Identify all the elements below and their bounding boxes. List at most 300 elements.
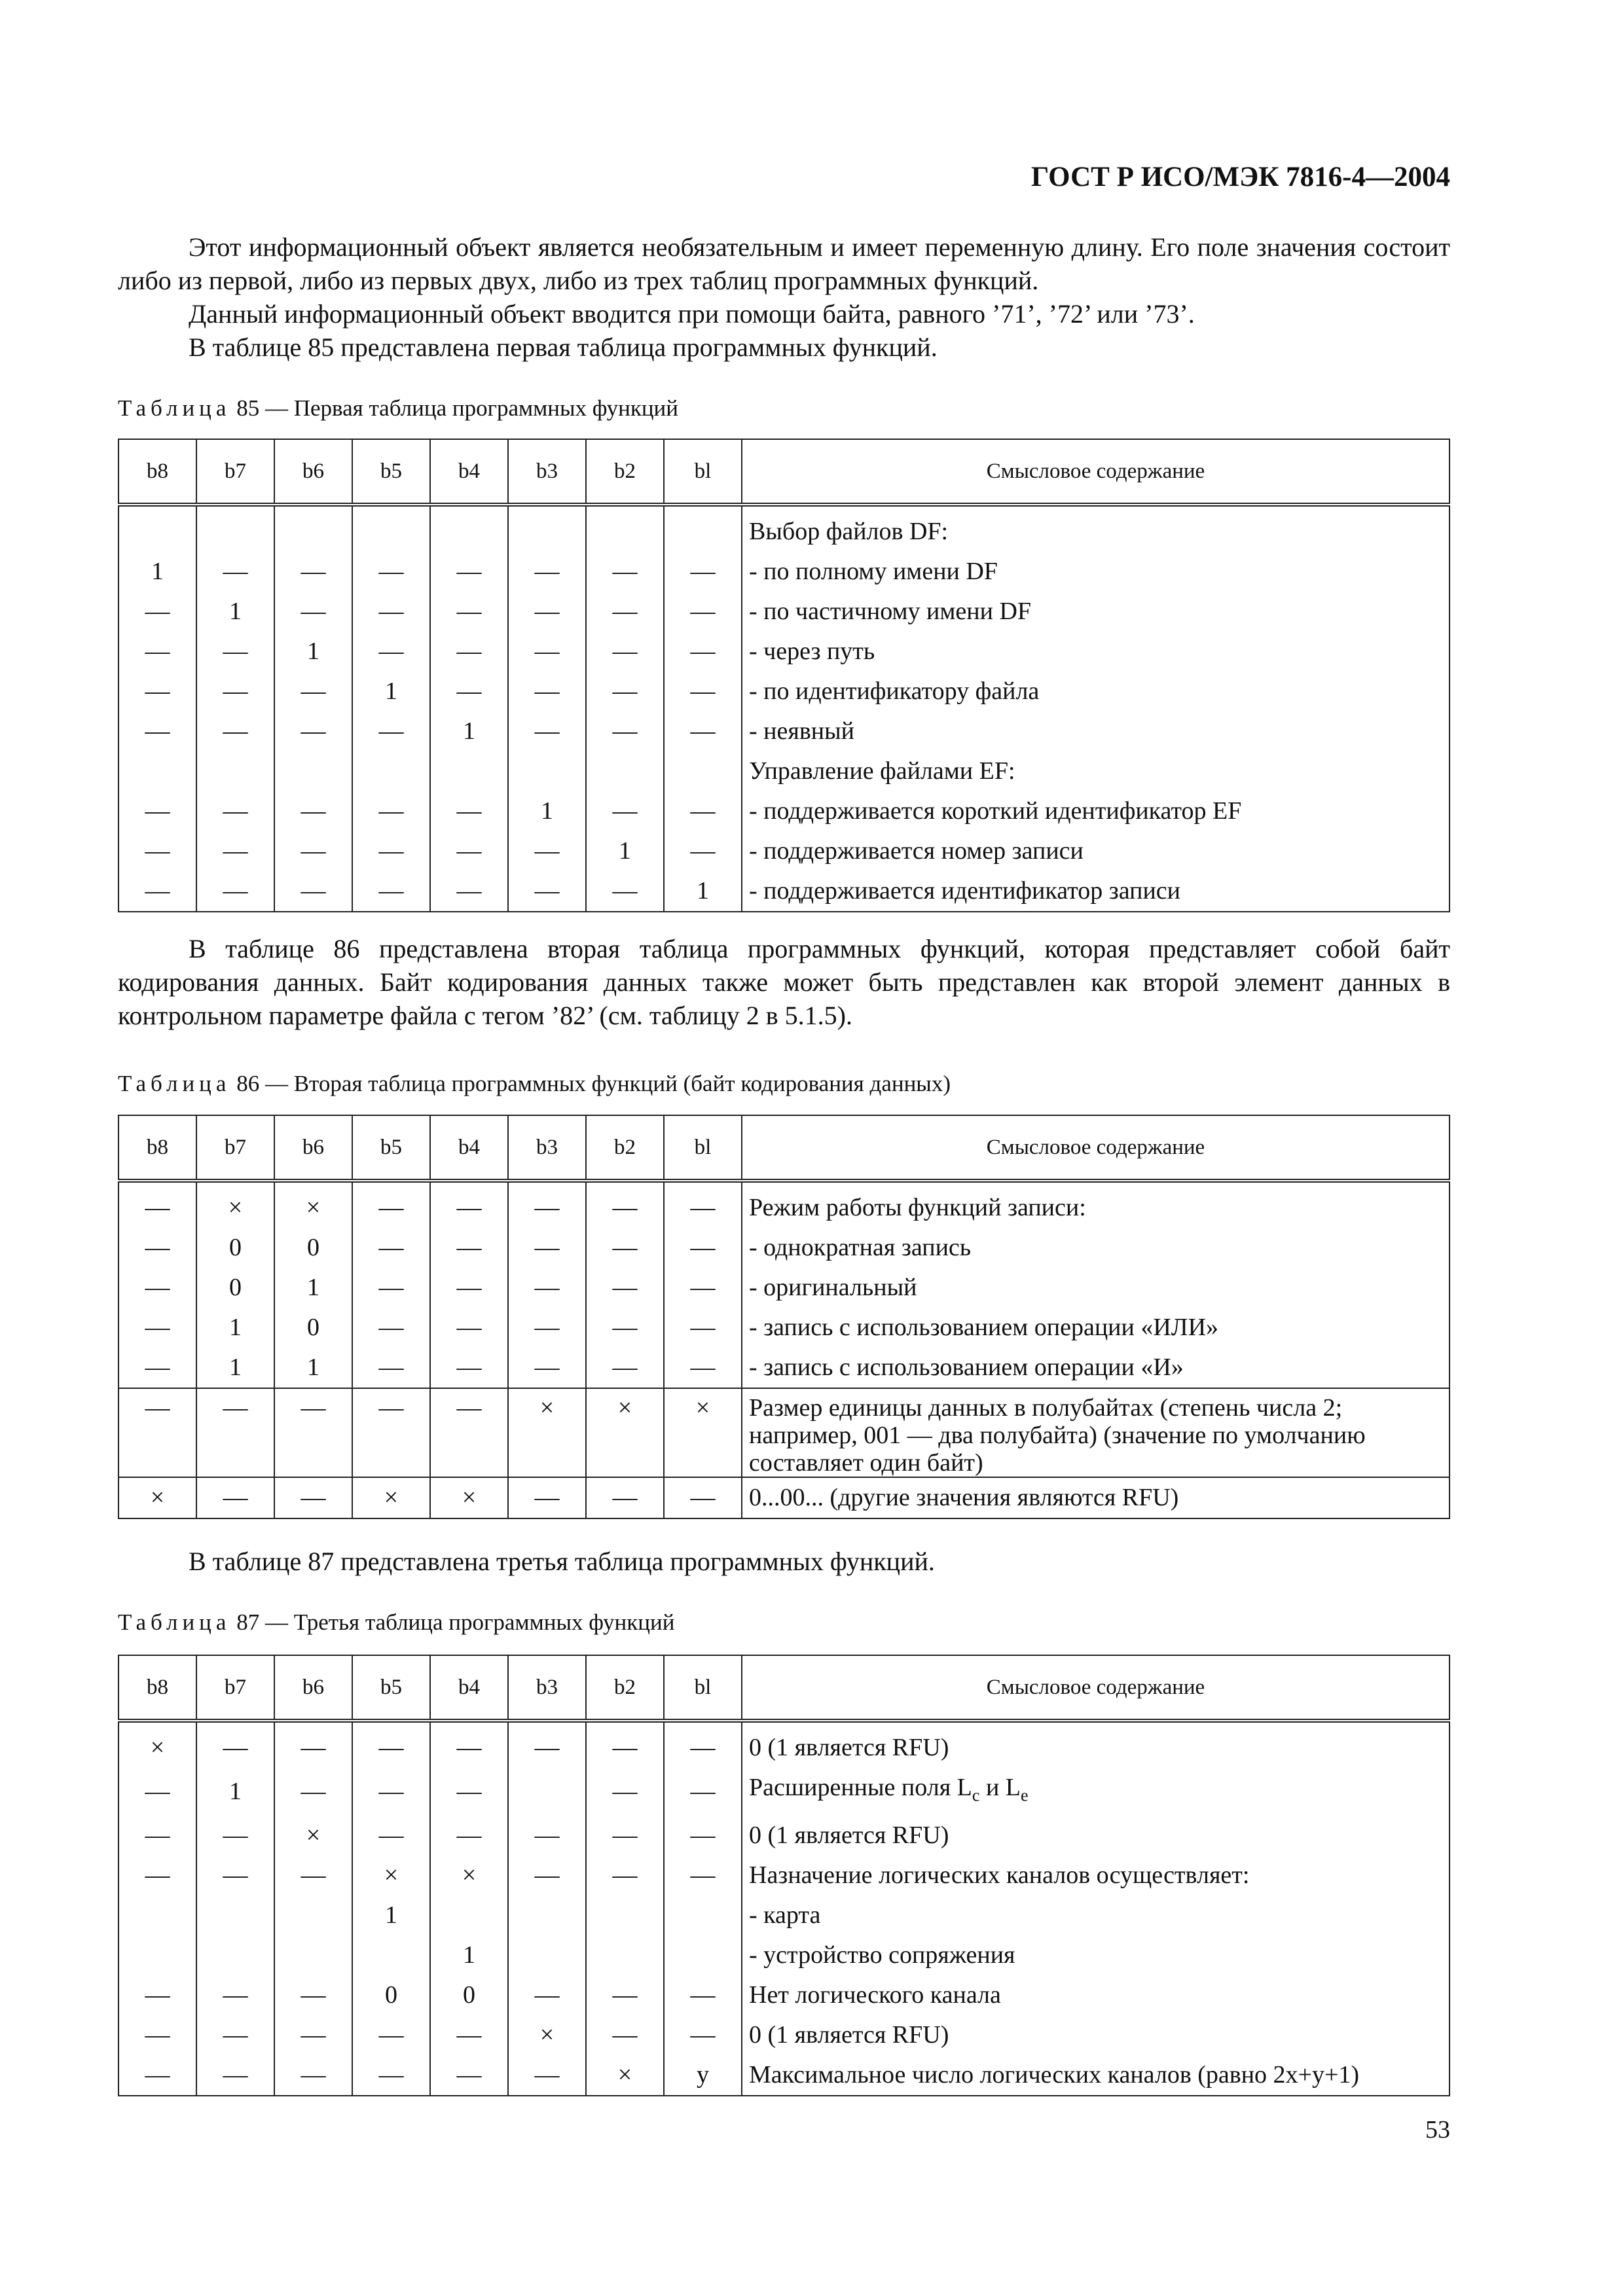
bit-cell: — (430, 2055, 508, 2096)
bit-cell: — (508, 831, 586, 871)
meaning-cell: - через путь (742, 632, 1450, 672)
bit-cell: — (196, 1816, 274, 1856)
column-header-b2: b2 (586, 1115, 664, 1181)
bit-cell: — (196, 1477, 274, 1518)
bit-cell (119, 1935, 196, 1975)
bit-cell: — (119, 1388, 196, 1477)
table-row (119, 1477, 1450, 1518)
table-85 (118, 439, 1450, 912)
meaning-cell: - поддерживается номер записи (742, 831, 1450, 871)
bit-cell: — (119, 1348, 196, 1388)
bit-cell: × (352, 1477, 430, 1518)
bit-cell: — (664, 711, 742, 751)
bit-cell: 1 (119, 552, 196, 592)
bit-cell: — (274, 672, 352, 711)
meaning-cell: - поддерживается идентификатор записи (742, 871, 1450, 912)
bit-cell: — (508, 632, 586, 672)
bit-cell: × (430, 1856, 508, 1895)
table-87-intro: В таблице 87 представлена третья таблица программных функций. (189, 1547, 935, 1576)
bit-cell (352, 751, 430, 791)
bit-cell: — (430, 2015, 508, 2055)
meaning-cell: 0 (1 является RFU) (742, 1721, 1450, 1768)
bit-cell: — (508, 1308, 586, 1348)
meaning-cell: - оригинальный (742, 1268, 1450, 1308)
bit-cell: — (664, 1181, 742, 1228)
table-row (119, 672, 1450, 711)
bit-cell (119, 1895, 196, 1935)
bit-cell: — (352, 1228, 430, 1268)
bit-cell: — (508, 592, 586, 632)
bit-cell: — (274, 552, 352, 592)
bit-cell: — (586, 1268, 664, 1308)
bit-cell: — (508, 1228, 586, 1268)
bit-cell: 1 (508, 791, 586, 831)
bit-cell: — (196, 711, 274, 751)
meaning-cell: Управление файлами EF: (742, 751, 1450, 791)
bit-cell: — (274, 791, 352, 831)
intro-paragraph-2: Данный информационный объект вводится при помощи байта, равного ’71’, ’72’ или ’73’. (189, 299, 1195, 329)
bit-cell: — (274, 1477, 352, 1518)
bit-cell: — (119, 1856, 196, 1895)
bit-cell: — (430, 791, 508, 831)
bit-cell: — (430, 1768, 508, 1816)
bit-cell: — (196, 672, 274, 711)
meaning-cell: - поддерживается короткий идентификатор EF (742, 791, 1450, 831)
bit-cell: — (352, 1816, 430, 1856)
meaning-cell: Нет логического канала (742, 1975, 1450, 2015)
bit-cell (196, 505, 274, 552)
bit-cell: — (274, 1721, 352, 1768)
bit-cell (508, 1768, 586, 1816)
bit-cell: — (352, 711, 430, 751)
bit-cell: — (352, 1181, 430, 1228)
bit-cell: — (119, 592, 196, 632)
bit-cell: — (274, 711, 352, 751)
bit-cell (274, 751, 352, 791)
bit-cell: — (586, 1348, 664, 1388)
bit-cell: — (196, 2015, 274, 2055)
intro-paragraph-1: Этот информационный объект является необязательным и имеет переменную длину. Его поле значения состоит либо из первой, либо из первых двух, либо из трех таблиц программных функций. (118, 232, 1450, 295)
meaning-cell: Выбор файлов DF: (742, 505, 1450, 552)
bit-cell: — (430, 1268, 508, 1308)
bit-cell: — (508, 1816, 586, 1856)
bit-cell: — (430, 871, 508, 912)
column-header-b8: b8 (119, 1115, 196, 1181)
column-header-b2: b2 (586, 1655, 664, 1721)
bit-cell: — (274, 592, 352, 632)
bit-cell: — (508, 1975, 586, 2015)
column-header-bl: bl (664, 1115, 742, 1181)
bit-cell: 1 (664, 871, 742, 912)
meaning-cell: Расширенные поля $L_c$ и $L_e$ (742, 1768, 1450, 1816)
intro-paragraph-3: В таблице 85 представлена первая таблица программных функций. (189, 332, 938, 362)
bit-cell: × (274, 1816, 352, 1856)
bit-cell: — (119, 1816, 196, 1856)
bit-cell: — (352, 1268, 430, 1308)
table-row (119, 1181, 1450, 1228)
table-header-row (119, 439, 1450, 505)
bit-cell (352, 505, 430, 552)
bit-cell: — (119, 1181, 196, 1228)
table-row (119, 1768, 1450, 1816)
bit-cell: — (586, 1477, 664, 1518)
bit-cell: — (430, 1348, 508, 1388)
intro-text (118, 230, 1450, 364)
bit-cell: — (508, 1181, 586, 1228)
bit-cell: — (586, 1975, 664, 2015)
bit-cell: — (586, 711, 664, 751)
bit-cell: — (508, 2055, 586, 2096)
bit-cell: × (508, 2015, 586, 2055)
bit-cell: — (586, 672, 664, 711)
bit-cell: — (664, 2015, 742, 2055)
bit-cell: — (119, 672, 196, 711)
lc-subscript: c (972, 1785, 980, 1805)
table-85-caption (118, 395, 678, 422)
bit-cell: — (430, 632, 508, 672)
table-row (119, 505, 1450, 552)
table-row (119, 1935, 1450, 1975)
bit-cell: — (119, 1768, 196, 1816)
bit-cell: — (119, 1975, 196, 2015)
table-87 (118, 1655, 1450, 2096)
meaning-cell: - по полному имени DF (742, 552, 1450, 592)
bit-cell: — (586, 1181, 664, 1228)
bit-cell: 1 (196, 1348, 274, 1388)
bit-cell: — (508, 1477, 586, 1518)
bit-cell: — (586, 1721, 664, 1768)
bit-cell: — (119, 1308, 196, 1348)
bit-cell (508, 505, 586, 552)
column-header-meaning: Смысловое содержание (742, 439, 1450, 505)
table-87-caption (118, 1609, 674, 1636)
bit-cell: — (274, 831, 352, 871)
bit-cell: — (119, 632, 196, 672)
bit-cell: — (352, 1388, 430, 1477)
bit-cell (664, 751, 742, 791)
table-86-caption-prefix: Таблица (118, 1071, 231, 1096)
bit-cell: × (430, 1477, 508, 1518)
column-header-b7: b7 (196, 1115, 274, 1181)
table-row (119, 592, 1450, 632)
bit-cell: — (352, 1768, 430, 1816)
le-subscript: e (1021, 1785, 1029, 1805)
bit-cell (508, 751, 586, 791)
table-row (119, 2015, 1450, 2055)
bit-cell (119, 751, 196, 791)
column-header-b6: b6 (274, 439, 352, 505)
bit-cell: 1 (274, 1348, 352, 1388)
bit-cell: — (664, 791, 742, 831)
table-86-intro: В таблице 86 представлена вторая таблица программных функций, которая представляет собой байт кодирования данных. Байт кодирования данных также может быть представлен как второй элемент данных в контрольном параметре файла с тегом ’82’ (см. таблицу 2 в 5.1.5). (118, 934, 1450, 1030)
bit-cell (274, 1935, 352, 1975)
table-row (119, 1856, 1450, 1895)
table-86-caption (118, 1071, 951, 1097)
table-row (119, 1348, 1450, 1388)
bit-cell: — (352, 871, 430, 912)
bit-cell (119, 505, 196, 552)
column-header-b8: b8 (119, 439, 196, 505)
bit-cell: 0 (274, 1308, 352, 1348)
bit-cell: — (508, 1721, 586, 1768)
document-header: ГОСТ Р ИСО/МЭК 7816-4—2004 (1030, 162, 1450, 192)
bit-cell: — (508, 711, 586, 751)
bit-cell: — (274, 871, 352, 912)
bit-cell: — (664, 1477, 742, 1518)
bit-cell: — (119, 871, 196, 912)
table-row (119, 1816, 1450, 1856)
bit-cell: — (196, 831, 274, 871)
bit-cell: — (196, 791, 274, 831)
bit-cell: — (352, 1348, 430, 1388)
bit-cell: y (664, 2055, 742, 2096)
bit-cell: — (430, 1228, 508, 1268)
table-row (119, 711, 1450, 751)
bit-cell: — (119, 791, 196, 831)
bit-cell (586, 751, 664, 791)
bit-cell: — (664, 831, 742, 871)
meaning-cell: 0 (1 является RFU) (742, 2015, 1450, 2055)
bit-cell: — (430, 831, 508, 871)
bit-cell: — (352, 2055, 430, 2096)
table-row (119, 831, 1450, 871)
bit-cell: — (508, 871, 586, 912)
bit-cell: × (508, 1388, 586, 1477)
column-header-meaning: Смысловое содержание (742, 1655, 1450, 1721)
bit-cell: × (586, 2055, 664, 2096)
bit-cell: 1 (352, 672, 430, 711)
bit-cell: — (664, 632, 742, 672)
bit-cell: — (430, 1181, 508, 1228)
bit-cell: 1 (352, 1895, 430, 1935)
bit-cell: — (352, 592, 430, 632)
bit-cell: × (352, 1856, 430, 1895)
bit-cell: 0 (196, 1228, 274, 1268)
bit-cell: — (430, 1308, 508, 1348)
table-87-caption-prefix: Таблица (118, 1609, 231, 1635)
bit-cell: × (664, 1388, 742, 1477)
column-header-b7: b7 (196, 1655, 274, 1721)
bit-cell: — (664, 552, 742, 592)
bit-cell: — (430, 1816, 508, 1856)
table-row (119, 1895, 1450, 1935)
and-le-text: и L (979, 1774, 1021, 1801)
table-row (119, 1308, 1450, 1348)
bit-cell: — (508, 1856, 586, 1895)
bit-cell (664, 1895, 742, 1935)
bit-cell (430, 505, 508, 552)
meaning-cell: Размер единицы данных в полубайтах (степень числа 2; например, 001 — два полубайта) (значение по умолчанию составляет один байт) (742, 1388, 1450, 1477)
bit-cell: 0 (196, 1268, 274, 1308)
table-row (119, 1721, 1450, 1768)
bit-cell: — (196, 1388, 274, 1477)
bit-cell: — (586, 1856, 664, 1895)
column-header-b8: b8 (119, 1655, 196, 1721)
bit-cell: — (119, 2015, 196, 2055)
column-header-b2: b2 (586, 439, 664, 505)
bit-cell: — (664, 1268, 742, 1308)
bit-cell: × (119, 1477, 196, 1518)
bit-cell: — (664, 1975, 742, 2015)
bit-cell: — (352, 831, 430, 871)
column-header-b5: b5 (352, 1115, 430, 1181)
bit-cell: — (430, 552, 508, 592)
table-row (119, 791, 1450, 831)
bit-cell: — (664, 1768, 742, 1816)
bit-cell: 1 (196, 1308, 274, 1348)
meaning-cell: - неявный (742, 711, 1450, 751)
bit-cell: — (664, 1856, 742, 1895)
table-85-caption-text: 85 — Первая таблица программных функций (230, 395, 679, 421)
bit-cell (586, 1895, 664, 1935)
table-85-caption-prefix: Таблица (118, 395, 231, 421)
meaning-cell: - по частичному имени DF (742, 592, 1450, 632)
bit-cell: — (274, 1768, 352, 1816)
page-number: 53 (1425, 2116, 1450, 2144)
bit-cell: 0 (274, 1228, 352, 1268)
table-86 (118, 1115, 1450, 1519)
table-row (119, 1388, 1450, 1477)
table-row (119, 632, 1450, 672)
bit-cell: — (430, 672, 508, 711)
bit-cell (196, 1935, 274, 1975)
meaning-cell: - устройство сопряжения (742, 1935, 1450, 1975)
bit-cell: — (119, 2055, 196, 2096)
bit-cell (586, 1935, 664, 1975)
table-header-row (119, 1115, 1450, 1181)
bit-cell: — (274, 1975, 352, 2015)
bit-cell: — (508, 552, 586, 592)
table-row (119, 751, 1450, 791)
meaning-cell: 0...00... (другие значения являются RFU) (742, 1477, 1450, 1518)
bit-cell (508, 1895, 586, 1935)
bit-cell: — (586, 791, 664, 831)
bit-cell: — (352, 1721, 430, 1768)
bit-cell: × (196, 1181, 274, 1228)
bit-cell: 1 (430, 711, 508, 751)
bit-cell (430, 751, 508, 791)
table-87-caption-text: 87 — Третья таблица программных функций (230, 1609, 675, 1635)
bit-cell: 1 (274, 632, 352, 672)
column-header-b3: b3 (508, 1655, 586, 1721)
bit-cell: — (352, 791, 430, 831)
meaning-cell: 0 (1 является RFU) (742, 1816, 1450, 1856)
bit-cell: — (586, 632, 664, 672)
bit-cell: — (352, 2015, 430, 2055)
bit-cell: — (508, 1268, 586, 1308)
table-row (119, 552, 1450, 592)
bit-cell: — (274, 2055, 352, 2096)
bit-cell: — (196, 1856, 274, 1895)
bit-cell (352, 1935, 430, 1975)
table-86-caption-text: 86 — Вторая таблица программных функций (байт кодирования данных) (230, 1071, 951, 1096)
table-row (119, 871, 1450, 912)
bit-cell (430, 1895, 508, 1935)
bit-cell (196, 1895, 274, 1935)
bit-cell: 1 (196, 592, 274, 632)
bit-cell: — (119, 1228, 196, 1268)
bit-cell: — (352, 552, 430, 592)
bit-cell: — (664, 1816, 742, 1856)
bit-cell: × (119, 1721, 196, 1768)
column-header-b6: b6 (274, 1115, 352, 1181)
meaning-cell: - карта (742, 1895, 1450, 1935)
bit-cell: — (664, 592, 742, 632)
column-header-b4: b4 (430, 439, 508, 505)
bit-cell: — (508, 1348, 586, 1388)
bit-cell: — (274, 2015, 352, 2055)
meaning-cell: Режим работы функций записи: (742, 1181, 1450, 1228)
bit-cell: — (196, 2055, 274, 2096)
meaning-cell: - однократная запись (742, 1228, 1450, 1268)
bit-cell: 1 (586, 831, 664, 871)
table-row (119, 1975, 1450, 2015)
bit-cell: — (352, 1308, 430, 1348)
bit-cell: — (119, 831, 196, 871)
bit-cell (508, 1935, 586, 1975)
bit-cell: — (196, 871, 274, 912)
bit-cell: 1 (274, 1268, 352, 1308)
bit-cell: — (430, 592, 508, 632)
column-header-b4: b4 (430, 1115, 508, 1181)
bit-cell (274, 505, 352, 552)
bit-cell: — (586, 1308, 664, 1348)
bit-cell (664, 505, 742, 552)
bit-cell: — (430, 1388, 508, 1477)
column-header-bl: bl (664, 1655, 742, 1721)
column-header-b3: b3 (508, 439, 586, 505)
column-header-b6: b6 (274, 1655, 352, 1721)
bit-cell: — (586, 871, 664, 912)
bit-cell: — (586, 2015, 664, 2055)
bit-cell: — (274, 1856, 352, 1895)
bit-cell: — (664, 1228, 742, 1268)
bit-cell: — (664, 672, 742, 711)
table-row (119, 1228, 1450, 1268)
column-header-b7: b7 (196, 439, 274, 505)
bit-cell (664, 1935, 742, 1975)
meaning-cell: - по идентификатору файла (742, 672, 1450, 711)
bit-cell: 1 (430, 1935, 508, 1975)
bit-cell: — (196, 632, 274, 672)
column-header-meaning: Смысловое содержание (742, 1115, 1450, 1181)
bit-cell: — (196, 1975, 274, 2015)
bit-cell: — (119, 1268, 196, 1308)
bit-cell: × (274, 1181, 352, 1228)
bit-cell: — (508, 672, 586, 711)
column-header-b5: b5 (352, 1655, 430, 1721)
table-row (119, 2055, 1450, 2096)
column-header-b3: b3 (508, 1115, 586, 1181)
bit-cell: 1 (196, 1768, 274, 1816)
column-header-b4: b4 (430, 1655, 508, 1721)
bit-cell: — (586, 1816, 664, 1856)
bit-cell: — (586, 1768, 664, 1816)
bit-cell: 0 (430, 1975, 508, 2015)
bit-cell: — (274, 1388, 352, 1477)
column-header-b5: b5 (352, 439, 430, 505)
bit-cell: — (664, 1308, 742, 1348)
bit-cell: — (196, 1721, 274, 1768)
bit-cell: — (664, 1348, 742, 1388)
table-row (119, 1268, 1450, 1308)
bit-cell: — (196, 552, 274, 592)
meaning-cell: Максимальное число логических каналов (равно 2x+y+1) (742, 2055, 1450, 2096)
bit-cell: — (352, 632, 430, 672)
bit-cell (274, 1895, 352, 1935)
bit-cell: × (586, 1388, 664, 1477)
bit-cell: — (664, 1721, 742, 1768)
